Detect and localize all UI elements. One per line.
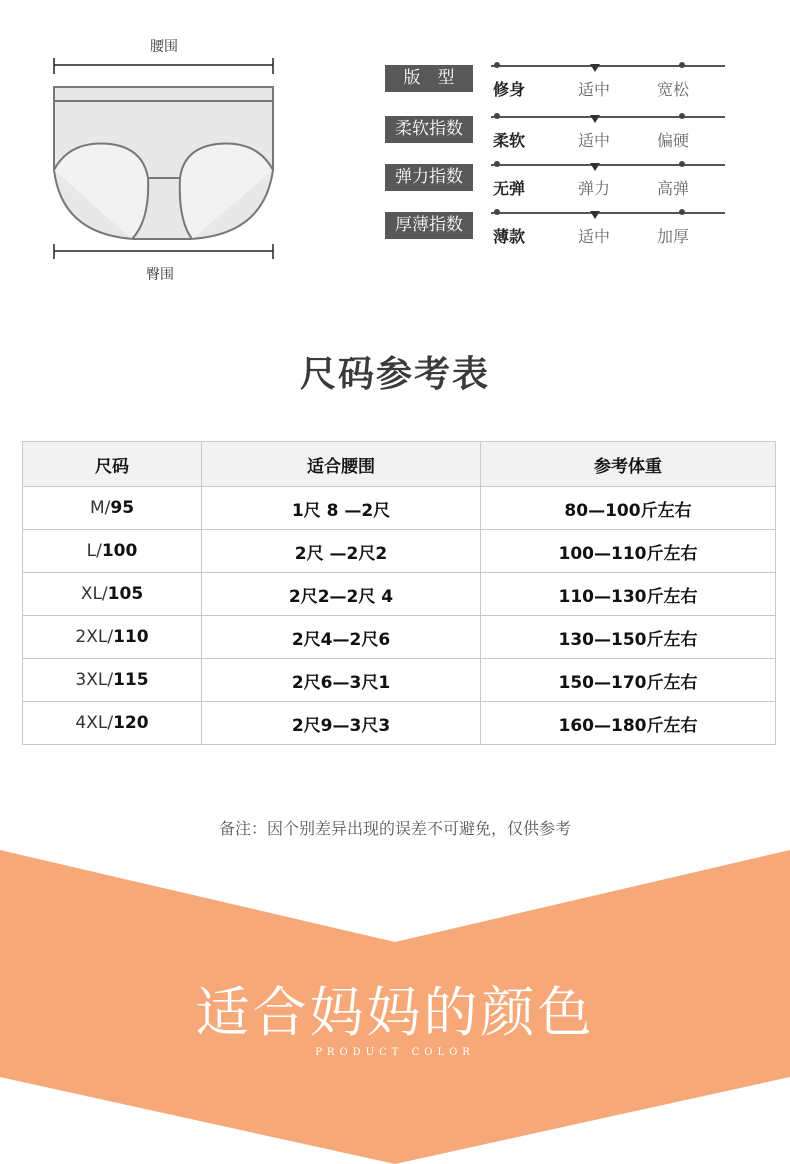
indicator-icon [590, 211, 600, 219]
attr-row-thickness [385, 212, 725, 246]
weight-cell: 80—100斤左右 [481, 487, 776, 530]
attr-tag-softness: 柔软指数 [385, 116, 473, 143]
waist-cell: 2尺2—2尺 4 [202, 573, 481, 616]
attr-scale-line [491, 65, 725, 67]
indicator-icon [590, 115, 600, 123]
waist-label: 腰围 [150, 39, 178, 55]
size-cell: 4XL/120 [23, 702, 202, 745]
attr-option: 适中 [578, 80, 611, 99]
table-row [23, 487, 776, 530]
header-size: 尺码 [23, 442, 202, 487]
size-cell: M/95 [23, 487, 202, 530]
attr-tag-elasticity: 弹力指数 [385, 164, 473, 191]
size-cell: L/100 [23, 530, 202, 573]
banner-subtitle: PRODUCT COLOR [315, 1047, 475, 1058]
attr-option: 偏硬 [657, 131, 690, 150]
attr-scale-line [491, 116, 725, 118]
size-chart-title: 尺码参考表 [299, 354, 490, 395]
attr-option-selected: 修身 [493, 80, 526, 99]
weight-cell: 100—110斤左右 [481, 530, 776, 573]
table-row [23, 530, 776, 573]
size-cell: XL/105 [23, 573, 202, 616]
attr-option-selected: 柔软 [493, 131, 526, 150]
waist-cell: 2尺6—3尺1 [202, 659, 481, 702]
attr-tag-thickness: 厚薄指数 [385, 212, 473, 239]
waist-cell: 1尺 8 —2尺 [202, 487, 481, 530]
waist-cell: 2尺 —2尺2 [202, 530, 481, 573]
attr-option: 高弹 [657, 179, 690, 198]
hip-label: 臀围 [146, 267, 174, 283]
attr-scale-line [491, 164, 725, 166]
table-row [23, 573, 776, 616]
attr-option: 适中 [578, 227, 611, 246]
disclaimer-note: 备注：因个别差异出现的误差不可避免，仅供参考 [218, 819, 571, 838]
header-waist: 适合腰围 [202, 442, 481, 487]
table-row [23, 616, 776, 659]
attr-option-selected: 薄款 [493, 227, 526, 246]
table-row [23, 702, 776, 745]
weight-cell: 160—180斤左右 [481, 702, 776, 745]
size-chart-table [22, 441, 776, 745]
attr-scale-line [491, 212, 725, 214]
attr-row-fit [385, 65, 725, 99]
attr-option: 宽松 [657, 80, 690, 99]
attr-option: 加厚 [657, 227, 690, 246]
attr-row-softness [385, 116, 725, 150]
indicator-icon [590, 64, 600, 72]
waist-cell: 2尺4—2尺6 [202, 616, 481, 659]
attr-option: 适中 [578, 131, 611, 150]
header-weight: 参考体重 [481, 442, 776, 487]
weight-cell: 110—130斤左右 [481, 573, 776, 616]
underwear-outline-icon [40, 30, 290, 290]
attr-option: 弹力 [578, 179, 611, 198]
size-cell: 2XL/110 [23, 616, 202, 659]
banner-title: 适合妈妈的颜色 [195, 981, 595, 1044]
weight-cell: 150—170斤左右 [481, 659, 776, 702]
attr-option-selected: 无弹 [493, 179, 526, 198]
indicator-icon [590, 163, 600, 171]
table-header-row [23, 442, 776, 487]
table-row [23, 659, 776, 702]
garment-diagram [40, 30, 290, 290]
attr-row-elasticity [385, 164, 725, 198]
size-cell: 3XL/115 [23, 659, 202, 702]
waist-cell: 2尺9—3尺3 [202, 702, 481, 745]
weight-cell: 130—150斤左右 [481, 616, 776, 659]
attr-tag-fit: 版 型 [385, 65, 473, 92]
